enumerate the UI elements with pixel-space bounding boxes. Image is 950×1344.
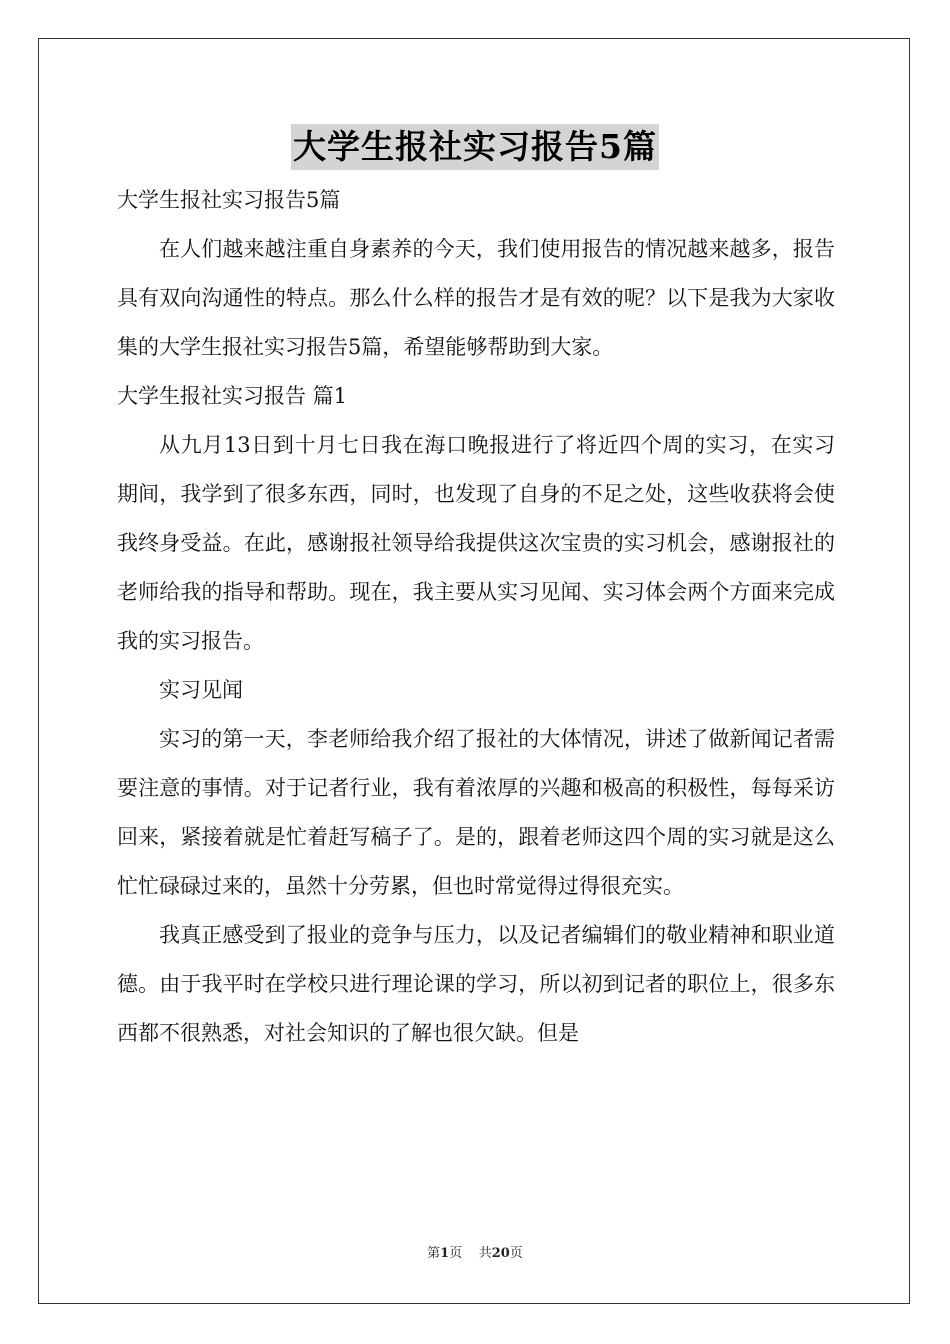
footer-total-prefix: 共 xyxy=(478,1246,492,1261)
paragraph: 我真正感受到了报业的竞争与压力，以及记者编辑们的敬业精神和职业道德。由于我平时在学校只进行理论课的学习，所以初到记者的职位上，很多东西都不很熟悉，对社会知识的了解也很欠缺。但是 xyxy=(117,923,835,1045)
document-body xyxy=(117,176,835,1058)
page-footer xyxy=(0,1244,950,1264)
footer-page-prefix: 第 xyxy=(427,1246,441,1261)
paragraph: 大学生报社实习报告5篇 xyxy=(117,188,341,212)
footer-total-pages: 20 xyxy=(491,1246,510,1261)
paragraph: 从九月13日到十月七日我在海口晚报进行了将近四个周的实习，在实习期间，我学到了很多东西，同时，也发现了自身的不足之处，这些收获将会使我终身受益。在此，感谢报社领导给我提供这次宝贵的实习机会，感谢报社的老师给我的指导和帮助。现在，我主要从实习见闻、实习体会两个方面来完成我的实习报告。 xyxy=(117,433,835,653)
title-container xyxy=(0,124,950,170)
document-title: 大学生报社实习报告5篇 xyxy=(291,124,659,170)
paragraph: 实习见闻 xyxy=(159,678,243,702)
paragraph: 实习的第一天，李老师给我介绍了报社的大体情况，讲述了做新闻记者需要注意的事情。对于记者行业，我有着浓厚的兴趣和极高的积极性，每每采访回来，紧接着就是忙着赶写稿子了。是的，跟着老师这四个周的实习就是这么忙忙碌碌过来的，虽然十分劳累，但也时常觉得过得很充实。 xyxy=(117,727,835,898)
paragraph: 在人们越来越注重自身素养的今天，我们使用报告的情况越来越多，报告具有双向沟通性的特点。那么什么样的报告才是有效的呢？以下是我为大家收集的大学生报社实习报告5篇，希望能够帮助到大家。 xyxy=(117,237,835,359)
paragraph: 大学生报社实习报告 篇1 xyxy=(117,384,348,408)
footer-page-number: 1 xyxy=(440,1246,450,1261)
footer-total-suffix: 页 xyxy=(509,1246,523,1261)
footer-page-suffix: 页 xyxy=(449,1246,463,1261)
